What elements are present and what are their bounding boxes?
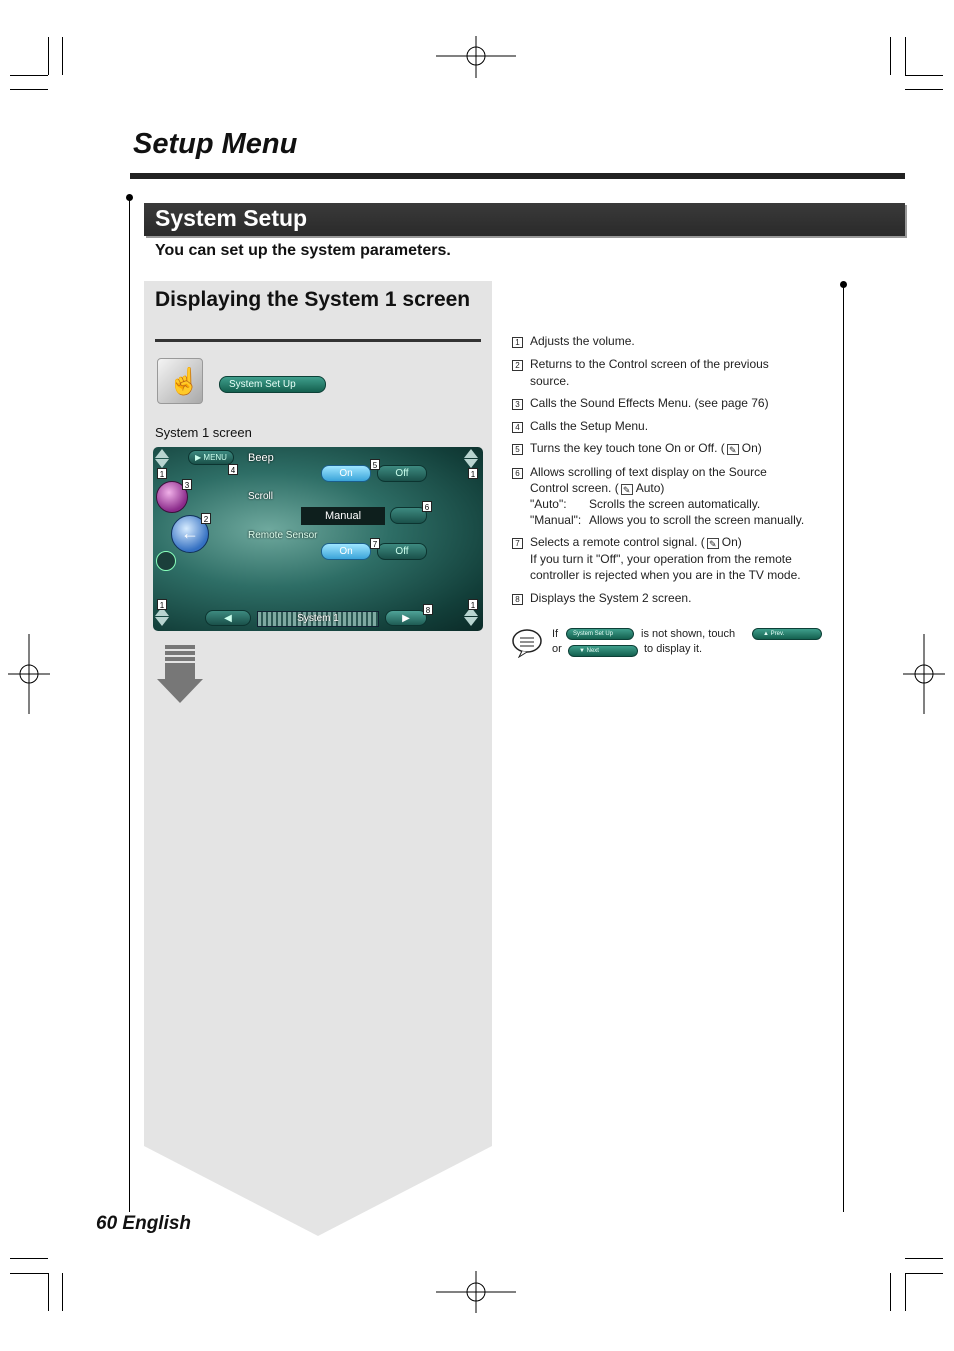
system-set-up-button[interactable]: System Set Up xyxy=(566,628,634,640)
right-rule xyxy=(843,285,844,1212)
next-step-arrow-icon xyxy=(157,645,203,705)
callout-1: 1 xyxy=(157,599,167,610)
callout-8: 8 xyxy=(423,604,433,615)
page-title: Setup Menu xyxy=(133,128,298,160)
crop-mark xyxy=(48,37,49,75)
crop-mark xyxy=(890,1273,891,1311)
callout-1: 1 xyxy=(468,599,478,610)
list-item: 3 Calls the Sound Effects Menu. (see page 76) xyxy=(512,395,529,411)
list-item: 1 Adjusts the volume. xyxy=(512,333,529,349)
pen-icon: ✎ xyxy=(707,538,719,549)
setup-tool-icon[interactable] xyxy=(156,551,176,571)
crop-mark xyxy=(62,37,63,75)
crop-mark xyxy=(10,75,48,76)
remote-sensor-label: Remote Sensor xyxy=(248,530,318,541)
menu-button[interactable]: ▶ MENU xyxy=(188,450,234,465)
next-button[interactable]: ▼ Next xyxy=(568,645,638,657)
callout-6: 6 xyxy=(422,501,432,512)
rule-dot xyxy=(126,194,133,201)
back-arrow-icon[interactable]: ← xyxy=(171,515,209,553)
prev-page-button[interactable]: ◀ xyxy=(205,610,251,626)
crop-mark xyxy=(905,75,943,76)
callout-2: 2 xyxy=(201,513,211,524)
page-indicator: System 1 xyxy=(257,611,379,627)
left-rule xyxy=(129,197,130,1212)
volume-down-icon[interactable] xyxy=(155,617,169,626)
system1-screen xyxy=(153,447,483,631)
prev-button[interactable]: ▲ Prev. xyxy=(752,628,822,640)
volume-down-icon[interactable] xyxy=(155,459,169,468)
registration-mark xyxy=(903,634,945,714)
panel-rule xyxy=(155,339,481,342)
callout-1: 1 xyxy=(468,468,478,479)
note-if: If xyxy=(552,628,559,640)
volume-up-icon[interactable] xyxy=(464,449,478,458)
pen-icon: ✎ xyxy=(621,484,633,495)
crop-mark xyxy=(48,1273,49,1311)
crop-mark xyxy=(62,1273,63,1311)
list-item: 7 Selects a remote control signal. ( ✎ On) If you turn it "Off", your operation from the remote controller is rejected when you are in the TV mode. xyxy=(512,534,832,586)
list-item: 6 Allows scrolling of text display on the Source Control screen. ( ✎ Auto) "Auto": Scrolls the screen automatically. "Manual": Allows you to scroll the screen manually. xyxy=(512,464,832,534)
callout-4: 4 xyxy=(228,464,238,475)
registration-mark xyxy=(436,1271,516,1313)
list-item: 2 Returns to the Control screen of the previous source. xyxy=(512,356,529,372)
touch-hand-icon: ☝ xyxy=(157,358,203,404)
title-rule xyxy=(130,173,905,179)
rule-dot xyxy=(840,281,847,288)
list-item: 8 Displays the System 2 screen. xyxy=(512,590,529,606)
page-footer: 60 English xyxy=(96,1213,192,1234)
note-text: is not shown, touch xyxy=(641,628,736,640)
remote-on-button[interactable]: On xyxy=(321,543,371,560)
crop-mark xyxy=(905,1258,943,1259)
crop-mark xyxy=(905,89,943,90)
remote-off-button[interactable]: Off xyxy=(377,543,427,560)
beep-on-button[interactable]: On xyxy=(321,465,371,482)
crop-mark xyxy=(10,1258,48,1259)
panel-heading: Displaying the System 1 screen xyxy=(155,288,471,311)
scroll-value-display: Manual xyxy=(301,507,385,525)
callout-3: 3 xyxy=(182,479,192,490)
crop-mark xyxy=(905,37,906,75)
note-or: or xyxy=(552,643,562,655)
pen-icon: ✎ xyxy=(727,444,739,455)
crop-mark xyxy=(905,1273,943,1274)
next-page-button[interactable]: ▶ xyxy=(385,610,427,626)
crop-mark xyxy=(890,37,891,75)
registration-mark xyxy=(8,634,50,714)
screen-caption: System 1 screen xyxy=(155,425,252,440)
callout-5: 5 xyxy=(370,459,380,470)
beep-label: Beep xyxy=(248,452,274,464)
volume-up-icon[interactable] xyxy=(155,449,169,458)
section-subtitle: You can set up the system parameters. xyxy=(155,242,451,259)
list-item: 5 Turns the key touch tone On or Off. ( ✎ On) xyxy=(512,440,529,456)
section-title: System Setup xyxy=(155,205,308,231)
system-set-up-button[interactable]: System Set Up xyxy=(219,376,326,393)
note-speech-icon xyxy=(511,628,544,658)
section-header xyxy=(144,203,905,236)
note-end: to display it. xyxy=(644,643,703,655)
volume-down-icon[interactable] xyxy=(464,617,478,626)
scroll-label: Scroll xyxy=(248,491,274,502)
callout-7: 7 xyxy=(370,538,380,549)
crop-mark xyxy=(10,1273,48,1274)
crop-mark xyxy=(10,89,48,90)
beep-off-button[interactable]: Off xyxy=(377,465,427,482)
crop-mark xyxy=(905,1273,906,1311)
callout-1: 1 xyxy=(157,468,167,479)
registration-mark xyxy=(436,36,516,78)
list-item: 4 Calls the Setup Menu. xyxy=(512,418,529,434)
volume-down-icon[interactable] xyxy=(464,459,478,468)
